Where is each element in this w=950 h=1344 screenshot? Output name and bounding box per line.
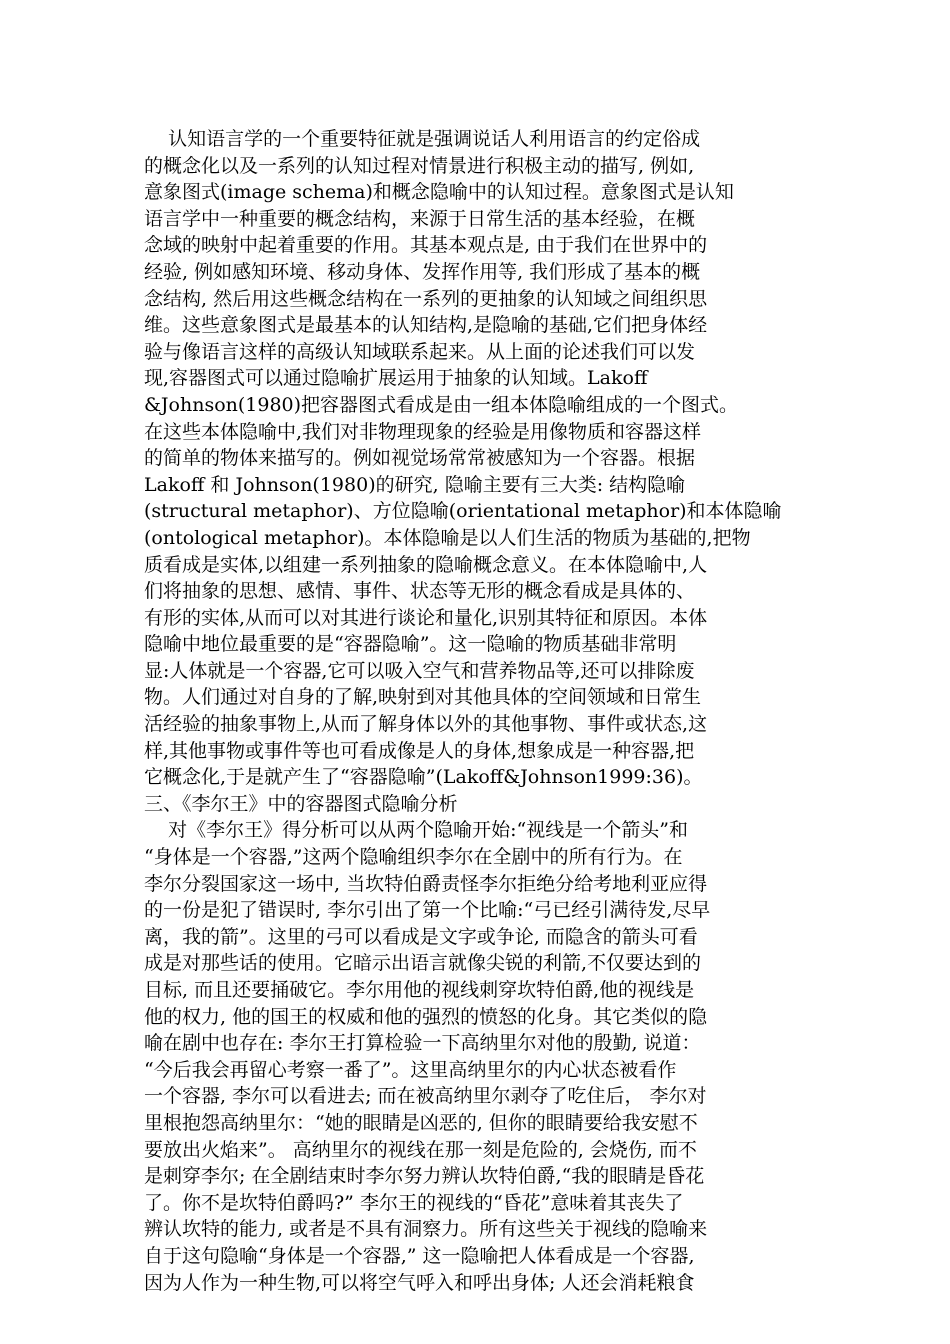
document-body xyxy=(144,126,808,1296)
text-line: 质看成是实体,以组建一系列抽象的隐喻概念意义。在本体隐喻中,人 xyxy=(144,553,708,576)
text-line: 因为人作为一种生物,可以将空气呼入和呼出身体; 人还会消耗粮食 xyxy=(144,1271,695,1294)
text-line: 显:人体就是一个容器,它可以吸入空气和营养物品等,还可以排除废 xyxy=(144,659,695,682)
text-line: 自于这句隐喻“身体是一个容器,” 这一隐喻把人体看成是一个容器, xyxy=(144,1244,695,1267)
text-line: 喻在剧中也存在: 李尔王打算检验一下高纳里尔对他的殷勤, 说道： xyxy=(144,1032,701,1055)
text-line: “身体是一个容器,”这两个隐喻组织李尔在全剧中的所有行为。在 xyxy=(144,846,683,869)
text-line: 认知语言学的一个重要特征就是强调说话人利用语言的约定俗成 xyxy=(144,128,701,150)
text-line: 在这些本体隐喻中,我们对非物理现象的经验是用像物质和容器这样 xyxy=(144,420,702,443)
text-line: 现,容器图式可以通过隐喻扩展运用于抽象的认知域。Lakoff xyxy=(144,367,648,390)
text-line: 物。人们通过对自身的了解,映射到对其他具体的空间领域和日常生 xyxy=(144,686,702,709)
text-line: 辨认坎特的能力, 或者是不具有洞察力。所有这些关于视线的隐喻来 xyxy=(144,1218,708,1241)
text-line: 对《李尔王》得分析可以从两个隐喻开始:“视线是一个箭头”和 xyxy=(144,819,688,842)
text-line: 意象图式(image schema)和概念隐喻中的认知过程。意象图式是认知 xyxy=(144,181,734,204)
text-line: 样,其他事物或事件等也可看成像是人的身体,想象成是一种容器,把 xyxy=(144,739,695,762)
text-line: Lakoff 和 Johnson(1980)的研究, 隐喻主要有三大类: 结构隐喻 xyxy=(144,473,686,496)
text-line: 里根抱怨高纳里尔：“她的眼睛是凶恶的, 但你的眼睛要给我安慰不 xyxy=(144,1111,698,1134)
text-line: “今后我会再留心考察一番了”。这里高纳里尔的内心状态被看作 xyxy=(144,1058,677,1081)
text-line: 的一份是犯了错误时, 李尔引出了第一个比喻:“弓已经引满待发,尽早 xyxy=(144,899,711,922)
text-line: (structural metaphor)、方位隐喻(orientational metaphor)和本体隐喻 xyxy=(144,500,782,523)
text-line: 他的权力, 他的国王的权威和他的强烈的愤怒的化身。其它类似的隐 xyxy=(144,1005,708,1028)
text-line: 活经验的抽象事物上,从而了解身体以外的其他事物、事件或状态,这 xyxy=(144,713,708,736)
text-line: 一个容器, 李尔可以看进去; 而在被高纳里尔剥夺了吃住后， 李尔对 xyxy=(144,1085,707,1108)
text-line: 的概念化以及一系列的认知过程对情景进行积极主动的描写, 例如, xyxy=(144,154,695,177)
text-line: 验与像语言这样的高级认知域联系起来。从上面的论述我们可以发 xyxy=(144,340,696,363)
text-line: 维。这些意象图式是最基本的认知结构,是隐喻的基础,它们把身体经 xyxy=(144,314,708,337)
text-line: (ontological metaphor)。本体隐喻是以人们生活的物质为基础的,把物 xyxy=(144,526,751,549)
text-line: 成是对那些话的使用。它暗示出语言就像尖锐的利箭,不仅要达到的 xyxy=(144,952,702,975)
text-line: 它概念化,于是就产生了“容器隐喻”(Lakoff&Johnson1999:36)。 xyxy=(144,766,703,789)
text-line: 有形的实体,从而可以对其进行谈论和量化,识别其特征和原因。本体 xyxy=(144,606,708,629)
text-line: 是刺穿李尔; 在全剧结束时李尔努力辨认坎特伯爵,“我的眼睛是昏花 xyxy=(144,1165,705,1188)
text-line: 念域的映射中起着重要的作用。其基本观点是, 由于我们在世界中的 xyxy=(144,234,708,257)
text-line: 经验, 例如感知环境、移动身体、发挥作用等, 我们形成了基本的概 xyxy=(144,260,701,283)
section-heading: 三、《李尔王》中的容器图式隐喻分析 xyxy=(144,792,458,815)
text-line: 目标, 而且还要捅破它。李尔用他的视线刺穿坎特伯爵,他的视线是 xyxy=(144,979,695,1001)
text-line: 的简单的物体来描写的。例如视觉场常常被感知为一个容器。根据 xyxy=(144,447,696,470)
text-line: 要放出火焰来”。 高纳里尔的视线在那一刻是危险的, 会烧伤, 而不 xyxy=(144,1138,697,1161)
text-line: 念结构, 然后用这些概念结构在一系列的更抽象的认知域之间组织思 xyxy=(144,287,708,310)
text-line: 离，我的箭”。这里的弓可以看成是文字或争论, 而隐含的箭头可看 xyxy=(144,925,698,948)
text-line: &Johnson(1980)把容器图式看成是由一组本体隐喻组成的一个图式。 xyxy=(144,393,739,416)
text-line: 了。你不是坎特伯爵吗?” 李尔王的视线的“昏花”意味着其丧失了 xyxy=(144,1191,684,1214)
text-line: 语言学中一种重要的概念结构，来源于日常生活的基本经验，在概 xyxy=(144,207,696,230)
text-line: 李尔分裂国家这一场中, 当坎特伯爵责怪李尔拒绝分给考地利亚应得 xyxy=(144,872,708,895)
text-line: 隐喻中地位最重要的是“容器隐喻”。这一隐喻的物质基础非常明 xyxy=(144,633,677,656)
text-line: 们将抽象的思想、感情、事件、状态等无形的概念看成是具体的、 xyxy=(144,580,696,603)
